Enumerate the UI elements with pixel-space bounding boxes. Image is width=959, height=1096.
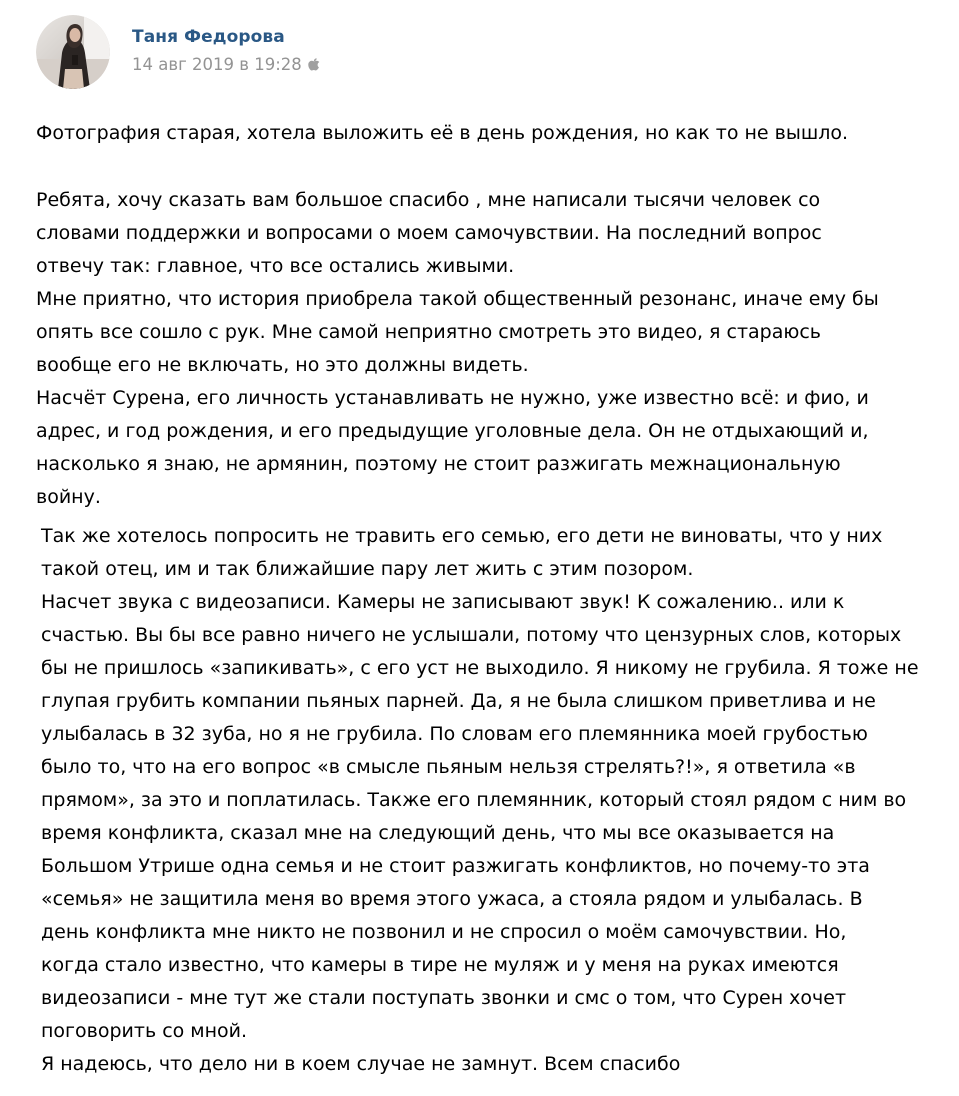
post-text-line: вообще его не включать, но это должны видеть. xyxy=(36,354,529,376)
post-text-line: улыбалась в 32 зуба, но я не грубила. По словам его племянника моей грубостью xyxy=(41,723,868,745)
post-text-line: адрес, и год рождения, и его предыдущие уголовные дела. Он не отдыхающий и, xyxy=(36,420,869,442)
post-text-line: такой отец, им и так ближайшие пару лет жить с этим позором. xyxy=(41,558,694,580)
post-text-line: Насчёт Сурена, его личность устанавливать не нужно, уже известно всё: и фио, и xyxy=(36,387,869,409)
post-text-line: время конфликта, сказал мне на следующий день, что мы все оказывается на xyxy=(41,822,835,844)
post-text-line: бы не пришлось «запикивать», с его уст не выходило. Я никому не грубила. Я тоже не xyxy=(41,657,919,679)
apple-icon xyxy=(308,57,320,71)
author-name[interactable]: Таня Федорова xyxy=(132,27,285,47)
post-text-line: войну. xyxy=(36,486,101,508)
post-text-line: поговорить со мной. xyxy=(41,1020,248,1042)
post-text-line: «семья» не защитила меня во время этого ужаса, а стояла рядом и улыбалась. В xyxy=(41,888,863,910)
post-text-line: Ребята, хочу сказать вам большое спасибо , мне написали тысячи человек со xyxy=(36,189,821,211)
post-text-line: когда стало известно, что камеры в тире не муляж и у меня на руках имеются xyxy=(41,954,839,976)
post-meta xyxy=(132,54,320,74)
author-avatar[interactable] xyxy=(36,15,110,89)
post-text-line: было то, что на его вопрос «в смысле пьяным нельзя стрелять?!», я ответила «в xyxy=(41,756,856,778)
post-text-line: Мне приятно, что история приобрела такой общественный резонанс, иначе ему бы xyxy=(36,288,879,310)
post-text-line: Фотография старая, хотела выложить её в день рождения, но как то не вышло. xyxy=(36,122,849,144)
post-text-line: Большом Утрише одна семья и не стоит разжигать конфликтов, но почему-то эта xyxy=(41,855,870,877)
post-text-line: Я надеюсь, что дело ни в коем случае не замнут. Всем спасибо xyxy=(41,1053,681,1075)
post-text-line: счастью. Вы бы все равно ничего не услышали, потому что цензурных слов, которых xyxy=(41,624,902,646)
post-text-line: словами поддержки и вопросами о моем самочувствии. На последний вопрос xyxy=(36,222,822,244)
post-date[interactable]: 14 авг 2019 в 19:28 xyxy=(132,54,302,74)
post-text-line: прямом», за это и поплатилась. Также его племянник, который стоял рядом с ним во xyxy=(41,789,907,811)
post-text-line: глупая грубить компании пьяных парней. Да, я не была слишком приветлива и не xyxy=(41,690,876,712)
post-text-line: Насчет звука с видеозаписи. Камеры не записывают звук! К сожалению.. или к xyxy=(41,591,845,613)
post-text-line: отвечу так: главное, что все остались живыми. xyxy=(36,255,515,277)
post-text-line: Так же хотелось попросить не травить его семью, его дети не виноваты, что у них xyxy=(41,525,883,547)
post-text-line: насколько я знаю, не армянин, поэтому не стоит разжигать межнациональную xyxy=(36,453,841,475)
post-text-line: опять все сошло с рук. Мне самой неприятно смотреть это видео, я стараюсь xyxy=(36,321,822,343)
post-text-line: видеозаписи - мне тут же стали поступать звонки и смс о том, что Сурен хочет xyxy=(41,987,847,1009)
post-text-line: день конфликта мне никто не позвонил и не спросил о моём самочувствии. Но, xyxy=(41,921,847,943)
